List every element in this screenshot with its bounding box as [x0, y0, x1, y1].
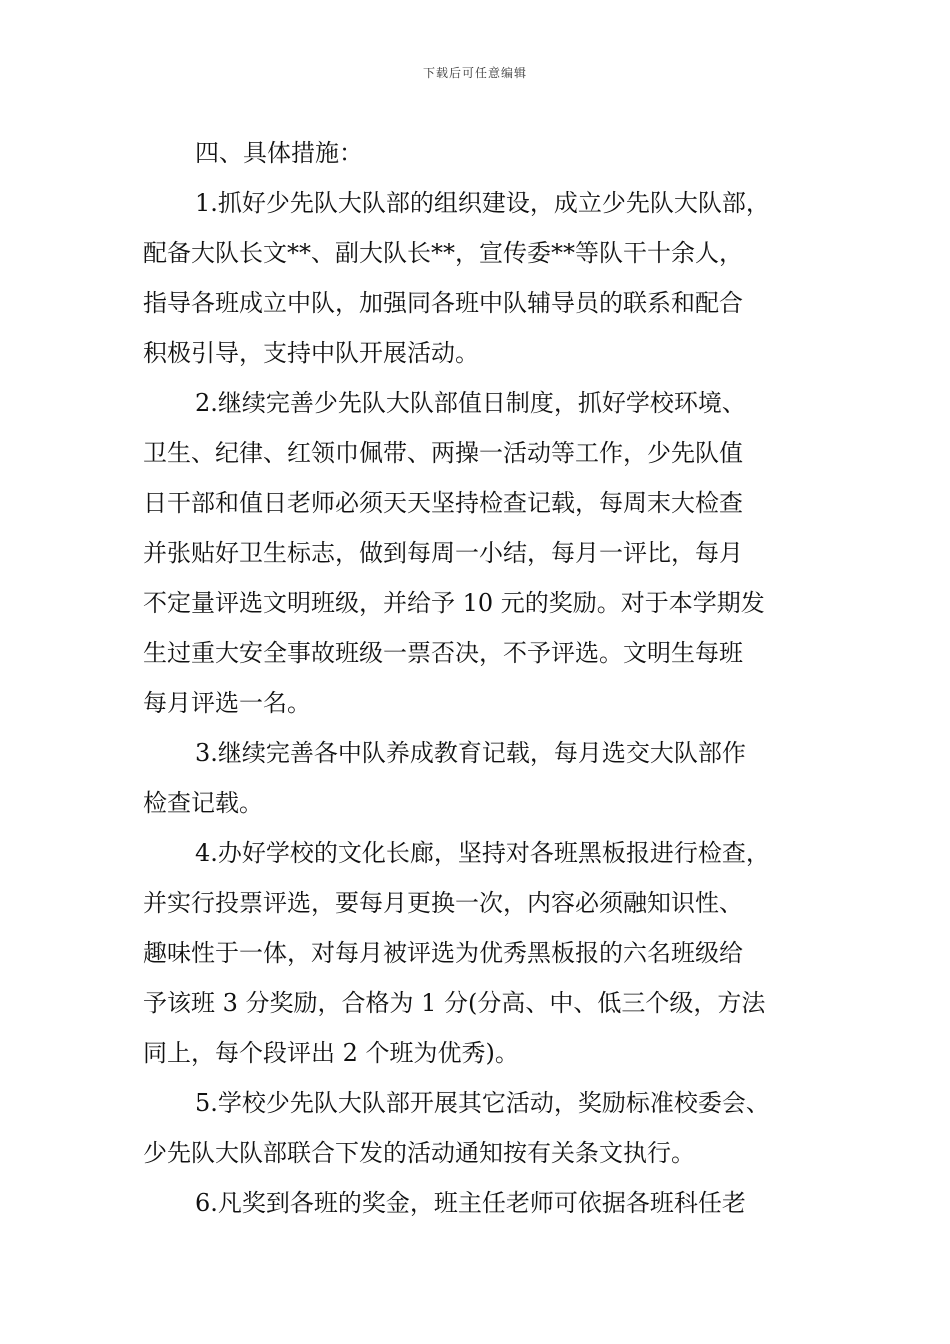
text-line: 5.学校少先队大队部开展其它活动，奖励标准校委会、 [195, 1089, 770, 1117]
text-line: 2.继续完善少先队大队部值日制度，抓好学校环境、 [195, 389, 746, 417]
page-header: 下载后可任意编辑 [422, 66, 527, 80]
text-line: 趣味性于一体，对每月被评选为优秀黑板报的六名班级给 [143, 939, 743, 967]
text-line: 每月评选一名。 [143, 689, 311, 717]
text-line: 检查记载。 [143, 789, 263, 817]
text-line: 3.继续完善各中队养成教育记载，每月选交大队部作 [195, 739, 746, 767]
text-line: 予该班 3 分奖励，合格为 1 分(分高、中、低三个级，方法 [143, 989, 766, 1017]
text-line: 并张贴好卫生标志，做到每周一小结，每月一评比，每月 [143, 539, 743, 567]
text-line: 积极引导，支持中队开展活动。 [143, 339, 479, 367]
text-line: 并实行投票评选，要每月更换一次，内容必须融知识性、 [143, 889, 743, 917]
paragraph-2 [143, 378, 823, 728]
text-line: 6.凡奖到各班的奖金，班主任老师可依据各班科任老 [195, 1189, 746, 1217]
section-title: 四、具体措施： [195, 139, 363, 167]
paragraph-4 [143, 828, 823, 1078]
document-body [143, 128, 823, 1228]
paragraph-1 [143, 178, 823, 378]
paragraph-3 [143, 728, 823, 828]
text-line: 同上，每个段评出 2 个班为优秀)。 [143, 1039, 519, 1067]
text-line: 生过重大安全事故班级一票否决，不予评选。文明生每班 [143, 639, 743, 667]
text-line: 少先队大队部联合下发的活动通知按有关条文执行。 [143, 1139, 695, 1167]
text-line: 指导各班成立中队，加强同各班中队辅导员的联系和配合 [143, 289, 743, 317]
text-line: 配备大队长文**、副大队长**，宣传委**等队干十余人， [143, 239, 743, 267]
text-line: 1.抓好少先队大队部的组织建设，成立少先队大队部， [195, 189, 770, 217]
text-line: 4.办好学校的文化长廊，坚持对各班黑板报进行检查， [195, 839, 770, 867]
text-line: 卫生、纪律、红领巾佩带、两操一活动等工作，少先队值 [143, 439, 743, 467]
paragraph-6 [143, 1178, 823, 1228]
text-line: 日干部和值日老师必须天天坚持检查记载，每周末大检查 [143, 489, 743, 517]
text-line: 不定量评选文明班级，并给予 10 元的奖励。对于本学期发 [143, 589, 765, 617]
paragraph-5 [143, 1078, 823, 1178]
